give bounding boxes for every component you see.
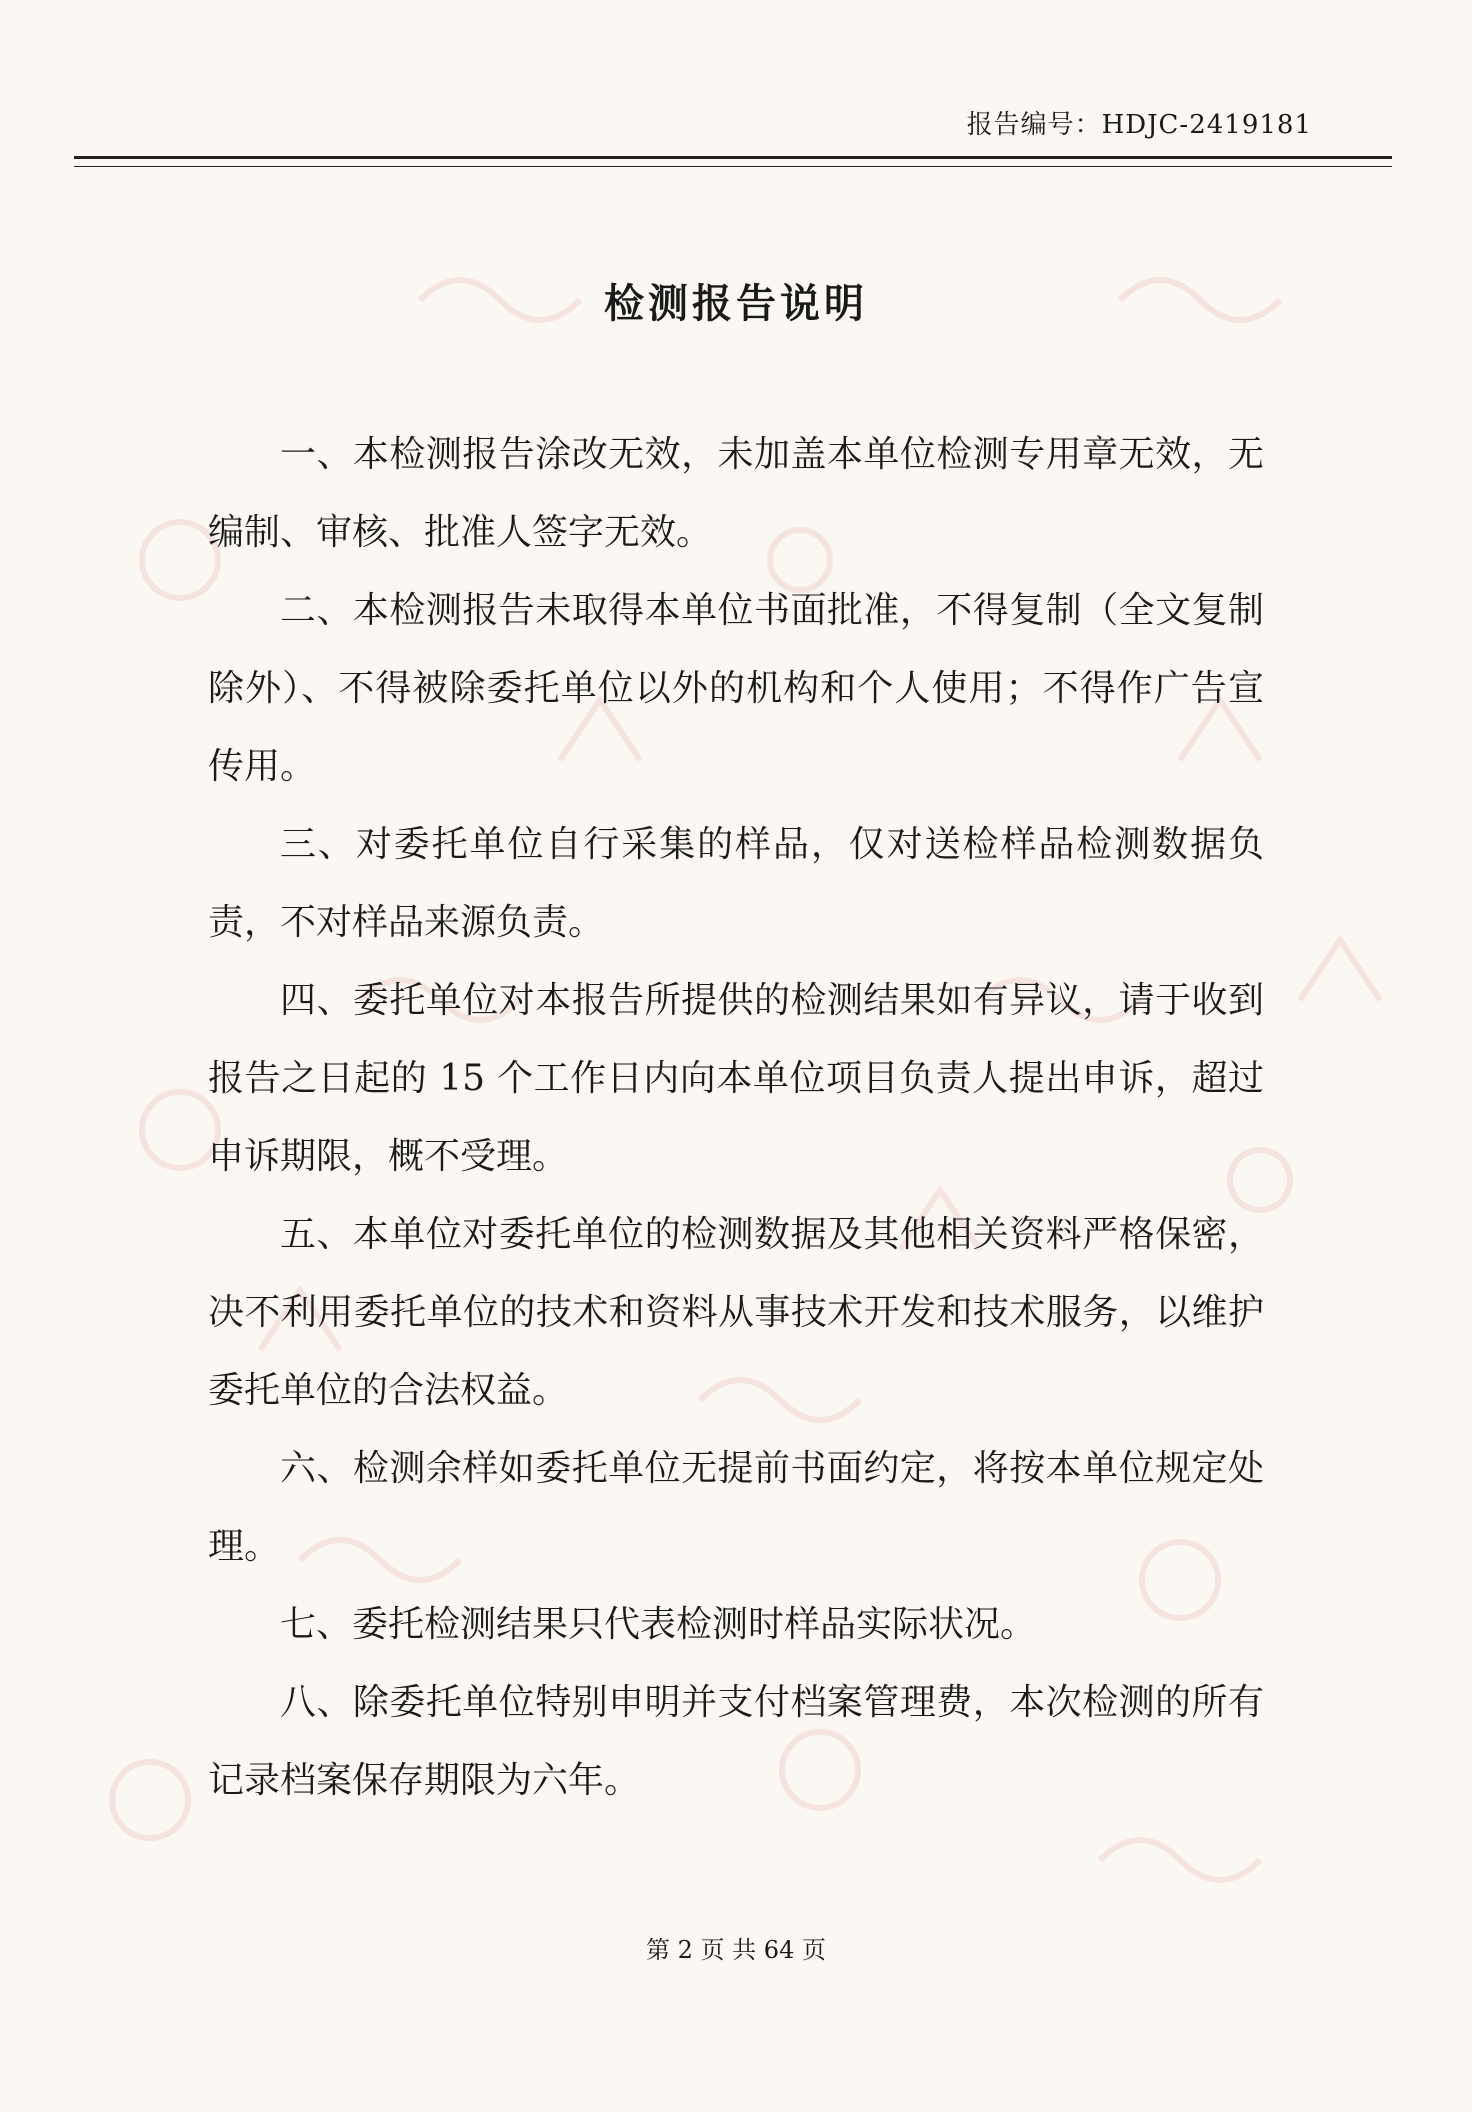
paragraph-6: 六、检测余样如委托单位无提前书面约定，将按本单位规定处理。 [208,1448,1264,1567]
paragraph-7: 七、委托检测结果只代表检测时样品实际状况。 [280,1604,1037,1645]
paragraph-3: 三、对委托单位自行采集的样品，仅对送检样品检测数据负责，不对样品来源负责。 [208,824,1264,943]
document-title: 检测报告说明 [604,280,868,327]
report-number: 报告编号：HDJC-2419181 [966,110,1312,140]
paragraph-1: 一、本检测报告涂改无效，未加盖本单位检测专用章无效，无编制、审核、批准人签字无效。 [208,434,1264,553]
paragraph-8: 八、除委托单位特别申明并支付档案管理费，本次检测的所有记录档案保存期限为六年。 [208,1682,1264,1801]
header-divider-thick [74,156,1392,159]
paragraph-5: 五、本单位对委托单位的检测数据及其他相关资料严格保密，决不利用委托单位的技术和资料从事技术开发和技术服务，以维护委托单位的合法权益。 [208,1214,1264,1411]
paragraph-4: 四、委托单位对本报告所提供的检测结果如有异议，请于收到报告之日起的 15 个工作日内向本单位项目负责人提出申诉，超过申诉期限，概不受理。 [208,980,1264,1177]
header-divider-thin [74,166,1392,167]
page-number: 第 2 页 共 64 页 [646,1936,826,1964]
paragraph-2: 二、本检测报告未取得本单位书面批准，不得复制（全文复制除外）、不得被除委托单位以外的机构和个人使用；不得作广告宣传用。 [208,590,1264,787]
document-body [208,416,1264,1820]
